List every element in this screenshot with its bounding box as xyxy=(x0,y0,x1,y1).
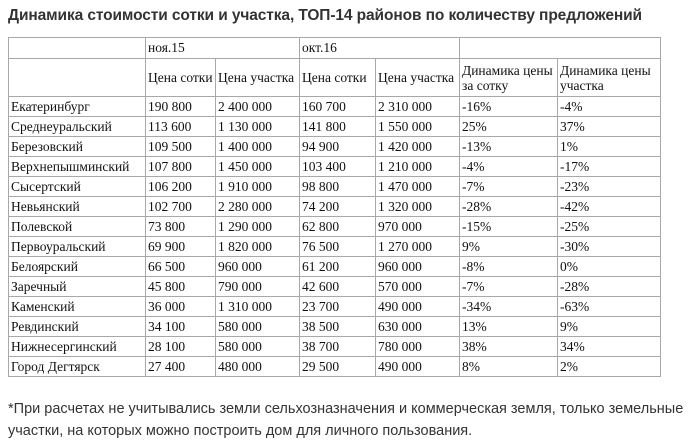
table-row xyxy=(9,357,661,377)
plot-price-nov15-cell: 28 100 xyxy=(146,337,216,357)
land-price-oct16-cell: 1 420 000 xyxy=(376,137,460,157)
plot-dynamics-cell: -7% xyxy=(460,277,558,297)
page-title: Динамика стоимости сотки и участка, ТОП-14 районов по количеству предложений xyxy=(8,7,642,24)
table-row xyxy=(9,97,661,117)
column-header-land-price-oct16: Цена участка xyxy=(376,59,460,97)
plot-price-oct16-cell: 94 900 xyxy=(300,137,376,157)
land-dynamics-cell: -23% xyxy=(558,177,661,197)
plot-dynamics-cell: -7% xyxy=(460,177,558,197)
table-row xyxy=(9,177,661,197)
land-dynamics-cell: 2% xyxy=(558,357,661,377)
land-price-oct16-cell: 960 000 xyxy=(376,257,460,277)
land-price-oct16-cell: 570 000 xyxy=(376,277,460,297)
table-row xyxy=(9,257,661,277)
district-name-cell: Среднеуральский xyxy=(9,117,146,137)
column-header-row xyxy=(9,59,661,97)
land-dynamics-cell: -63% xyxy=(558,297,661,317)
land-price-nov15-cell: 1 310 000 xyxy=(216,297,300,317)
plot-price-nov15-cell: 102 700 xyxy=(146,197,216,217)
plot-price-nov15-cell: 107 800 xyxy=(146,157,216,177)
land-price-nov15-cell: 480 000 xyxy=(216,357,300,377)
header-empty-cell xyxy=(9,59,146,97)
plot-price-nov15-cell: 66 500 xyxy=(146,257,216,277)
table-row xyxy=(9,157,661,177)
land-price-oct16-cell: 970 000 xyxy=(376,217,460,237)
district-name-cell: Сысертский xyxy=(9,177,146,197)
land-price-oct16-cell: 1 550 000 xyxy=(376,117,460,137)
plot-price-oct16-cell: 62 800 xyxy=(300,217,376,237)
land-price-oct16-cell: 1 470 000 xyxy=(376,177,460,197)
plot-price-oct16-cell: 160 700 xyxy=(300,97,376,117)
district-name-cell: Нижнесергинский xyxy=(9,337,146,357)
plot-price-nov15-cell: 36 000 xyxy=(146,297,216,317)
plot-price-nov15-cell: 73 800 xyxy=(146,217,216,237)
plot-price-oct16-cell: 38 500 xyxy=(300,317,376,337)
land-price-nov15-cell: 2 280 000 xyxy=(216,197,300,217)
footnote: *При расчетах не учитывались земли сельхозназначения и коммерческая земля, только земельные участки, на которых можно построить дом для личного пользования. xyxy=(8,401,684,439)
plot-dynamics-cell: -13% xyxy=(460,137,558,157)
plot-price-oct16-cell: 103 400 xyxy=(300,157,376,177)
district-name-cell: Первоуральский xyxy=(9,237,146,257)
land-dynamics-cell: -17% xyxy=(558,157,661,177)
period-header-row xyxy=(9,38,661,59)
district-name-cell: Каменский xyxy=(9,297,146,317)
column-header-plot-dynamics: Динамика цены за сотку xyxy=(460,59,558,97)
header-empty-dynamics xyxy=(460,38,661,59)
land-price-nov15-cell: 580 000 xyxy=(216,317,300,337)
land-price-oct16-cell: 490 000 xyxy=(376,357,460,377)
plot-price-oct16-cell: 76 500 xyxy=(300,237,376,257)
table-row xyxy=(9,117,661,137)
column-header-plot-price-nov15: Цена сотки xyxy=(146,59,216,97)
plot-dynamics-cell: 8% xyxy=(460,357,558,377)
land-dynamics-cell: -28% xyxy=(558,277,661,297)
plot-price-nov15-cell: 69 900 xyxy=(146,237,216,257)
district-name-cell: Верхнепышминский xyxy=(9,157,146,177)
plot-price-nov15-cell: 190 800 xyxy=(146,97,216,117)
plot-price-nov15-cell: 34 100 xyxy=(146,317,216,337)
district-name-cell: Город Дегтярск xyxy=(9,357,146,377)
period-header-nov15: ноя.15 xyxy=(146,38,300,59)
land-dynamics-cell: 37% xyxy=(558,117,661,137)
plot-price-oct16-cell: 29 500 xyxy=(300,357,376,377)
land-price-oct16-cell: 1 320 000 xyxy=(376,197,460,217)
price-dynamics-table xyxy=(8,37,661,377)
district-name-cell: Белоярский xyxy=(9,257,146,277)
plot-price-oct16-cell: 61 200 xyxy=(300,257,376,277)
land-price-nov15-cell: 1 400 000 xyxy=(216,137,300,157)
period-header-oct16: окт.16 xyxy=(300,38,460,59)
plot-price-oct16-cell: 23 700 xyxy=(300,297,376,317)
column-header-land-price-nov15: Цена участка xyxy=(216,59,300,97)
land-price-nov15-cell: 580 000 xyxy=(216,337,300,357)
land-dynamics-cell: 1% xyxy=(558,137,661,157)
plot-price-nov15-cell: 109 500 xyxy=(146,137,216,157)
land-price-nov15-cell: 1 910 000 xyxy=(216,177,300,197)
land-dynamics-cell: -25% xyxy=(558,217,661,237)
plot-dynamics-cell: -8% xyxy=(460,257,558,277)
header-empty-cell xyxy=(9,38,146,59)
land-price-nov15-cell: 960 000 xyxy=(216,257,300,277)
land-price-oct16-cell: 2 310 000 xyxy=(376,97,460,117)
land-dynamics-cell: 0% xyxy=(558,257,661,277)
table-row xyxy=(9,317,661,337)
land-price-nov15-cell: 1 450 000 xyxy=(216,157,300,177)
land-dynamics-cell: -4% xyxy=(558,97,661,117)
plot-dynamics-cell: -16% xyxy=(460,97,558,117)
district-name-cell: Ревдинский xyxy=(9,317,146,337)
plot-price-oct16-cell: 38 700 xyxy=(300,337,376,357)
land-dynamics-cell: 34% xyxy=(558,337,661,357)
land-price-nov15-cell: 1 820 000 xyxy=(216,237,300,257)
table-row xyxy=(9,297,661,317)
plot-dynamics-cell: -34% xyxy=(460,297,558,317)
plot-dynamics-cell: 13% xyxy=(460,317,558,337)
plot-dynamics-cell: -28% xyxy=(460,197,558,217)
plot-price-nov15-cell: 113 600 xyxy=(146,117,216,137)
land-price-nov15-cell: 2 400 000 xyxy=(216,97,300,117)
land-price-oct16-cell: 1 270 000 xyxy=(376,237,460,257)
land-price-oct16-cell: 630 000 xyxy=(376,317,460,337)
plot-price-oct16-cell: 74 200 xyxy=(300,197,376,217)
table-row xyxy=(9,197,661,217)
plot-price-nov15-cell: 45 800 xyxy=(146,277,216,297)
district-name-cell: Невьянский xyxy=(9,197,146,217)
column-header-plot-price-oct16: Цена сотки xyxy=(300,59,376,97)
plot-price-nov15-cell: 27 400 xyxy=(146,357,216,377)
district-name-cell: Березовский xyxy=(9,137,146,157)
district-name-cell: Полевской xyxy=(9,217,146,237)
land-price-oct16-cell: 780 000 xyxy=(376,337,460,357)
land-price-nov15-cell: 1 290 000 xyxy=(216,217,300,237)
plot-price-oct16-cell: 42 600 xyxy=(300,277,376,297)
land-price-nov15-cell: 790 000 xyxy=(216,277,300,297)
land-dynamics-cell: -42% xyxy=(558,197,661,217)
plot-dynamics-cell: 38% xyxy=(460,337,558,357)
table-row xyxy=(9,217,661,237)
plot-dynamics-cell: -4% xyxy=(460,157,558,177)
land-price-oct16-cell: 490 000 xyxy=(376,297,460,317)
table-row xyxy=(9,137,661,157)
column-header-land-dynamics: Динамика цены участка xyxy=(558,59,661,97)
table-row xyxy=(9,337,661,357)
district-name-cell: Екатеринбург xyxy=(9,97,146,117)
plot-price-oct16-cell: 98 800 xyxy=(300,177,376,197)
plot-dynamics-cell: 9% xyxy=(460,237,558,257)
plot-price-nov15-cell: 106 200 xyxy=(146,177,216,197)
table-row xyxy=(9,277,661,297)
land-dynamics-cell: 9% xyxy=(558,317,661,337)
land-price-nov15-cell: 1 130 000 xyxy=(216,117,300,137)
plot-price-oct16-cell: 141 800 xyxy=(300,117,376,137)
land-price-oct16-cell: 1 210 000 xyxy=(376,157,460,177)
plot-dynamics-cell: -15% xyxy=(460,217,558,237)
table-row xyxy=(9,237,661,257)
plot-dynamics-cell: 25% xyxy=(460,117,558,137)
district-name-cell: Заречный xyxy=(9,277,146,297)
land-dynamics-cell: -30% xyxy=(558,237,661,257)
